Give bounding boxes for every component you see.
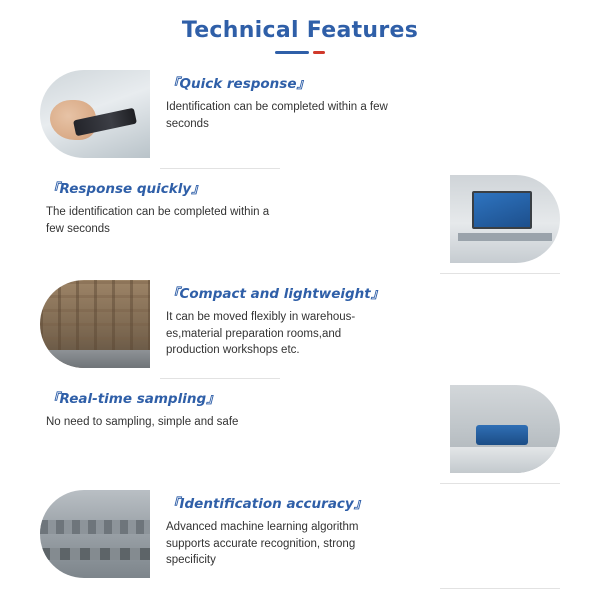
section-divider bbox=[440, 588, 560, 589]
feature-item bbox=[0, 274, 600, 378]
feature-title: 『Real-time sampling』 bbox=[46, 391, 220, 407]
feature-description: No need to sampling, simple and safe bbox=[46, 416, 239, 428]
feature-title: 『Response quickly』 bbox=[46, 181, 205, 197]
feature-item bbox=[0, 484, 600, 588]
feature-description: The identification can be completed within a few seconds bbox=[46, 206, 270, 235]
feature-text-block bbox=[150, 490, 560, 569]
feature-item bbox=[0, 64, 600, 168]
feature-title: 『Compact and lightweight』 bbox=[166, 286, 385, 302]
computer-workstation-photo bbox=[450, 175, 560, 263]
rule-red-segment bbox=[313, 51, 325, 54]
features-list bbox=[0, 60, 600, 589]
feature-description: Advanced machine learning algorithm supports accurate recognition, strong specificity bbox=[166, 521, 359, 567]
feature-text-block bbox=[40, 385, 450, 431]
feature-title: 『Identification accuracy』 bbox=[166, 496, 368, 512]
feature-description: It can be moved flexibly in warehous-es,material preparation rooms,and production workshops etc. bbox=[166, 311, 356, 357]
feature-text-block bbox=[150, 70, 560, 132]
page-title: Technical Features bbox=[181, 18, 419, 43]
feature-text-block bbox=[150, 280, 560, 359]
feature-title: 『Quick response』 bbox=[166, 76, 310, 92]
divider-row bbox=[0, 588, 600, 589]
barcode-scanner-in-hand-photo bbox=[40, 70, 150, 158]
laboratory-instrument-photo bbox=[450, 385, 560, 473]
feature-item bbox=[0, 379, 600, 483]
feature-item bbox=[0, 169, 600, 273]
feature-description: Identification can be completed within a few seconds bbox=[166, 101, 388, 130]
warehouse-shelves-photo bbox=[40, 280, 150, 368]
rule-blue-segment bbox=[275, 51, 309, 54]
feature-text-block bbox=[40, 175, 450, 237]
title-underline-rule bbox=[0, 51, 600, 54]
production-line-photo bbox=[40, 490, 150, 578]
